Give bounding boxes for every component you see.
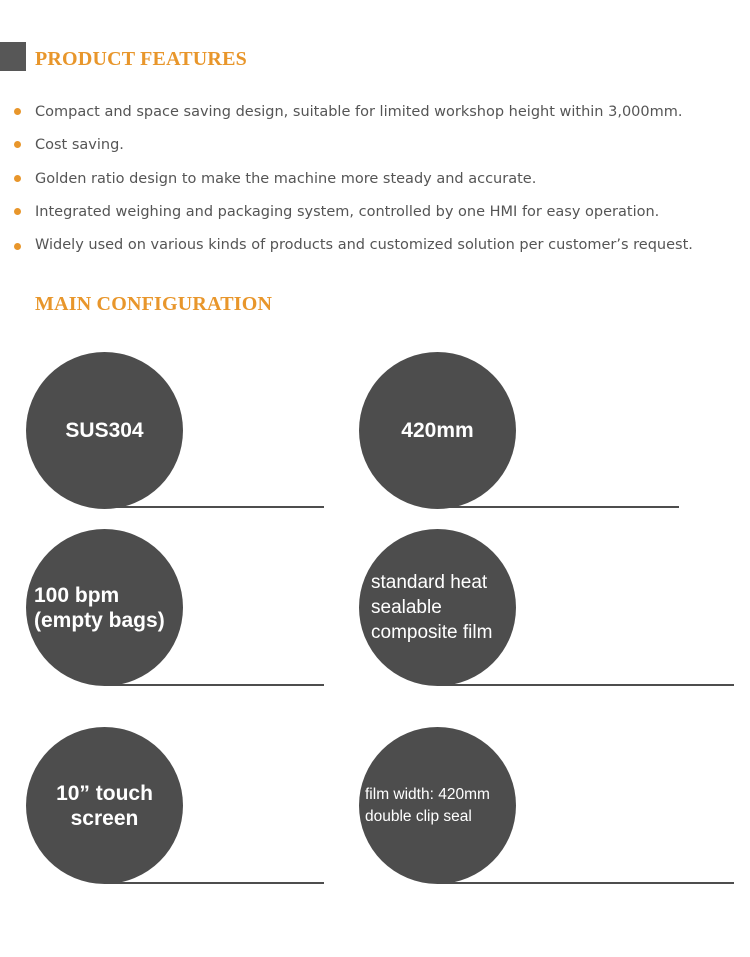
feature-text: Compact and space saving design, suitable for limited workshop height within 3,000mm. (35, 104, 683, 120)
config-underline (437, 882, 734, 884)
section-marker (0, 42, 26, 71)
feature-text: Integrated weighing and packaging system, controlled by one HMI for easy operation. (35, 204, 660, 220)
config-value: 100 bpm (empty bags) (34, 583, 165, 632)
config-value: film width: 420mm double clip seal (365, 785, 490, 825)
bullet-icon (14, 243, 21, 250)
config-circle-packaging-material (359, 529, 516, 686)
bullet-icon (14, 208, 21, 215)
config-underline (104, 882, 324, 884)
config-circle-max-film-width (359, 352, 516, 509)
config-underline (437, 506, 679, 508)
bullet-icon (14, 175, 21, 182)
config-underline (104, 684, 324, 686)
main-configuration-title: MAIN CONFIGURATION (35, 293, 273, 315)
config-circle-body-frame (26, 352, 183, 509)
config-underline (104, 506, 324, 508)
bullet-icon (14, 141, 21, 148)
config-underline (437, 684, 734, 686)
config-value: 420mm (401, 419, 474, 442)
config-circle-max-speed (26, 529, 183, 686)
config-circle-former (359, 727, 516, 884)
bullet-icon (14, 108, 21, 115)
feature-text: Cost saving. (35, 137, 124, 153)
config-value: standard heat sealable composite film (371, 572, 493, 643)
feature-text: Widely used on various kinds of products and customized solution per customer’s request. (35, 237, 693, 253)
product-features-title: PRODUCT FEATURES (35, 48, 247, 70)
config-value: 10” touch screen (56, 781, 153, 830)
config-circle-hmi (26, 727, 183, 884)
feature-text: Golden ratio design to make the machine more steady and accurate. (35, 171, 537, 187)
config-value: SUS304 (65, 419, 144, 442)
